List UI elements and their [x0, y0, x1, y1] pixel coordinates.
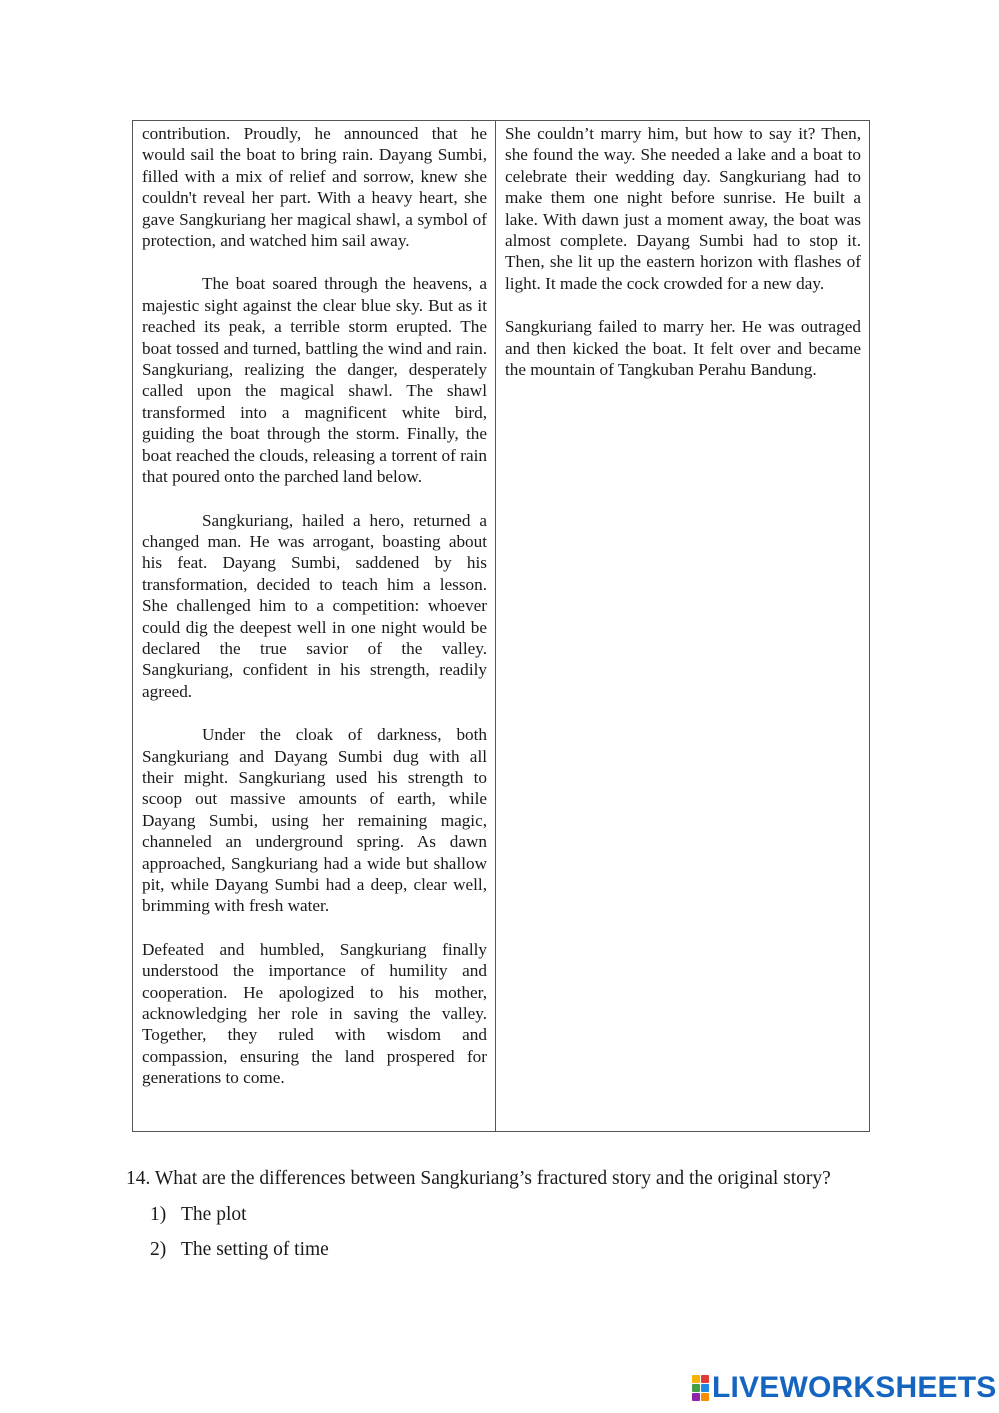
brand-name: LIVEWORKSHEETS — [712, 1371, 997, 1404]
story-column-left — [133, 121, 496, 1131]
option-number: 2) — [150, 1239, 167, 1260]
liveworksheets-logo-icon — [692, 1375, 709, 1401]
story-paragraph: Defeated and humbled, Sangkuriang finally understood the importance of humility and cooperation. He apologized to his mother, acknowledging her role in saving the valley. Together, they ruled with wisdom and compassion, ensuring the land prospered for generations to come. — [142, 939, 487, 1088]
logo-tile — [701, 1393, 709, 1401]
logo-tile — [701, 1384, 709, 1392]
story-paragraph: The boat soared through the heavens, a majestic sight against the clear blue sky. But as it reached its peak, a terrible storm erupted. The boat tossed and turned, battling the wind and rain. Sangkuriang, realizing the danger, desperately called upon the magical shawl. The shawl transformed into a magnificent white bird, guiding the boat through the storm. Finally, the boat reached the clouds, releasing a torrent of rain that poured onto the parched land below. — [142, 274, 487, 487]
story-paragraph: Sangkuriang failed to marry her. He was outraged and then kicked the boat. It felt over and became the mountain of Tangkuban Perahu Bandung. — [505, 317, 861, 380]
option-number: 1) — [150, 1204, 167, 1225]
liveworksheets-brand — [692, 1373, 997, 1403]
story-paragraph: Sangkuriang, hailed a hero, returned a changed man. He was arrogant, boasting about his feat. Dayang Sumbi, saddened by his transformation, decided to teach him a lesson. She challenged him to a competition: whoever could dig the deepest well in one night would be declared the true savior of the valley. Sangkuriang, confident in his strength, readily agreed. — [142, 510, 487, 701]
option-label: The plot — [181, 1204, 247, 1225]
story-table — [132, 120, 870, 1132]
logo-tile — [692, 1393, 700, 1401]
option-label: The setting of time — [181, 1239, 329, 1260]
logo-tile — [692, 1375, 700, 1383]
answer-option — [150, 1202, 329, 1228]
answer-option — [150, 1237, 329, 1263]
question-14: 14. What are the differences between Sangkuriang’s fractured story and the original story? — [126, 1168, 831, 1189]
answer-options — [150, 1202, 329, 1272]
story-paragraph: She couldn’t marry him, but how to say it? Then, she found the way. She needed a lake and a boat to celebrate their wedding day. Sangkuriang had to make them one night before sunrise. He built a lake. With dawn just a moment away, the boat was almost complete. Dayang Sumbi had to stop it. Then, she lit up the eastern horizon with flashes of light. It made the cock crowded for a new day. — [505, 124, 861, 293]
logo-tile — [692, 1384, 700, 1392]
story-paragraph: contribution. Proudly, he announced that he would sail the boat to bring rain. Dayang Sumbi, filled with a mix of relief and sorrow, knew she couldn't reveal her part. With a heavy heart, she gave Sangkuriang her magical shawl, a symbol of protection, and watched him sail away. — [142, 124, 487, 251]
story-column-right — [496, 121, 869, 1131]
logo-tile — [701, 1375, 709, 1383]
story-paragraph: Under the cloak of darkness, both Sangkuriang and Dayang Sumbi dug with all their might. Sangkuriang used his strength to scoop out massive amounts of earth, while Dayang Sumbi, using her remaining magic, channeled an underground spring. As dawn approached, Sangkuriang had a wide but shallow pit, while Dayang Sumbi had a deep, clear well, brimming with fresh water. — [142, 725, 487, 916]
